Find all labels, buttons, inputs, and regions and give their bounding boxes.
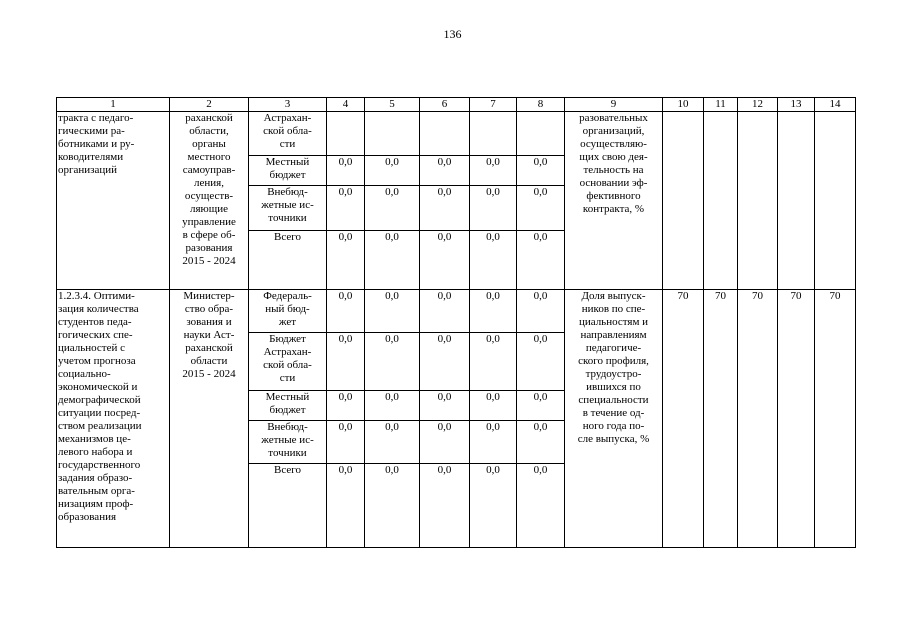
value-cell [517,112,565,156]
target-cell: 70 [663,290,704,548]
column-number: 2 [170,98,249,112]
value-cell: 0,0 [517,156,565,186]
funding-source-cell: Внебюд- жетные ис- точники [249,421,327,464]
indicator-cell: разовательных организаций, осуществляю- щих свою дея- тельность на основании эф- фективного контракта, % [565,112,663,290]
value-cell [365,112,420,156]
target-cell [815,112,856,290]
value-cell: 0,0 [517,186,565,231]
value-cell: 0,0 [420,156,470,186]
column-number: 11 [704,98,738,112]
value-cell: 0,0 [420,231,470,290]
value-cell: 0,0 [327,391,365,421]
page-number: 136 [443,27,462,41]
value-cell [327,112,365,156]
executor-cell: Министер- ство обра- зования и науки Аст- раханской области 2015 - 2024 [170,290,249,548]
target-cell [704,112,738,290]
funding-source-cell: Местный бюджет [249,391,327,421]
column-number: 12 [738,98,778,112]
value-cell: 0,0 [470,391,517,421]
indicator-cell: Доля выпуск- ников по спе- циальностям и направлениям педагогиче- ского профиля, трудоустро- ившихся по специальности в течение од- ного года по- сле выпуска, % [565,290,663,548]
value-cell: 0,0 [420,290,470,333]
table-row [57,112,856,156]
funding-source-cell: Внебюд- жетные ис- точники [249,186,327,231]
value-cell: 0,0 [327,290,365,333]
value-cell: 0,0 [420,333,470,391]
value-cell: 0,0 [327,231,365,290]
column-number: 5 [365,98,420,112]
column-number: 1 [57,98,170,112]
value-cell: 0,0 [365,231,420,290]
value-cell [470,112,517,156]
target-cell [663,112,704,290]
activity-name-cell: 1.2.3.4. Оптими- зация количества студентов педа- гогических спе- циальностей с учетом прогноза социально- экономической и демографической ситуации посред- ством реализации механизмов це- левого набора и государственного задания образо- вательным орга- низациям проф- образования [57,290,170,548]
value-cell: 0,0 [470,290,517,333]
target-cell: 70 [815,290,856,548]
value-cell: 0,0 [470,421,517,464]
target-cell: 70 [704,290,738,548]
value-cell: 0,0 [327,186,365,231]
target-cell [738,112,778,290]
funding-source-cell: Бюджет Астрахан- ской обла- сти [249,333,327,391]
value-cell: 0,0 [327,421,365,464]
target-cell: 70 [738,290,778,548]
table-row [57,290,856,333]
header-row [57,98,856,112]
value-cell: 0,0 [517,391,565,421]
value-cell: 0,0 [517,231,565,290]
value-cell: 0,0 [365,391,420,421]
value-cell: 0,0 [517,290,565,333]
column-number: 9 [565,98,663,112]
column-number: 7 [470,98,517,112]
value-cell: 0,0 [365,186,420,231]
value-cell: 0,0 [470,156,517,186]
funding-source-cell: Астрахан- ской обла- сти [249,112,327,156]
column-number: 6 [420,98,470,112]
column-number: 14 [815,98,856,112]
target-cell: 70 [778,290,815,548]
value-cell: 0,0 [365,421,420,464]
value-cell: 0,0 [327,464,365,548]
target-cell [778,112,815,290]
value-cell: 0,0 [420,464,470,548]
funding-source-cell: Местный бюджет [249,156,327,186]
funding-source-cell: Всего [249,464,327,548]
value-cell: 0,0 [420,391,470,421]
column-number: 3 [249,98,327,112]
executor-cell: раханской области, органы местного самоуправ- ления, осуществ- ляющие управление в сфере об- разования 2015 - 2024 [170,112,249,290]
value-cell: 0,0 [327,333,365,391]
value-cell: 0,0 [517,421,565,464]
value-cell: 0,0 [327,156,365,186]
value-cell: 0,0 [470,231,517,290]
funding-source-cell: Всего [249,231,327,290]
value-cell: 0,0 [470,186,517,231]
value-cell: 0,0 [517,333,565,391]
value-cell: 0,0 [365,156,420,186]
value-cell: 0,0 [470,464,517,548]
column-number: 13 [778,98,815,112]
financing-table [56,97,856,548]
value-cell: 0,0 [365,464,420,548]
column-number: 4 [327,98,365,112]
column-number: 10 [663,98,704,112]
column-number: 8 [517,98,565,112]
value-cell: 0,0 [365,333,420,391]
activity-name-cell: тракта с педаго- гическими ра- ботниками и ру- ководителями организаций [57,112,170,290]
value-cell: 0,0 [365,290,420,333]
value-cell: 0,0 [420,421,470,464]
value-cell: 0,0 [517,464,565,548]
value-cell: 0,0 [470,333,517,391]
value-cell [420,112,470,156]
value-cell: 0,0 [420,186,470,231]
funding-source-cell: Федераль- ный бюд- жет [249,290,327,333]
